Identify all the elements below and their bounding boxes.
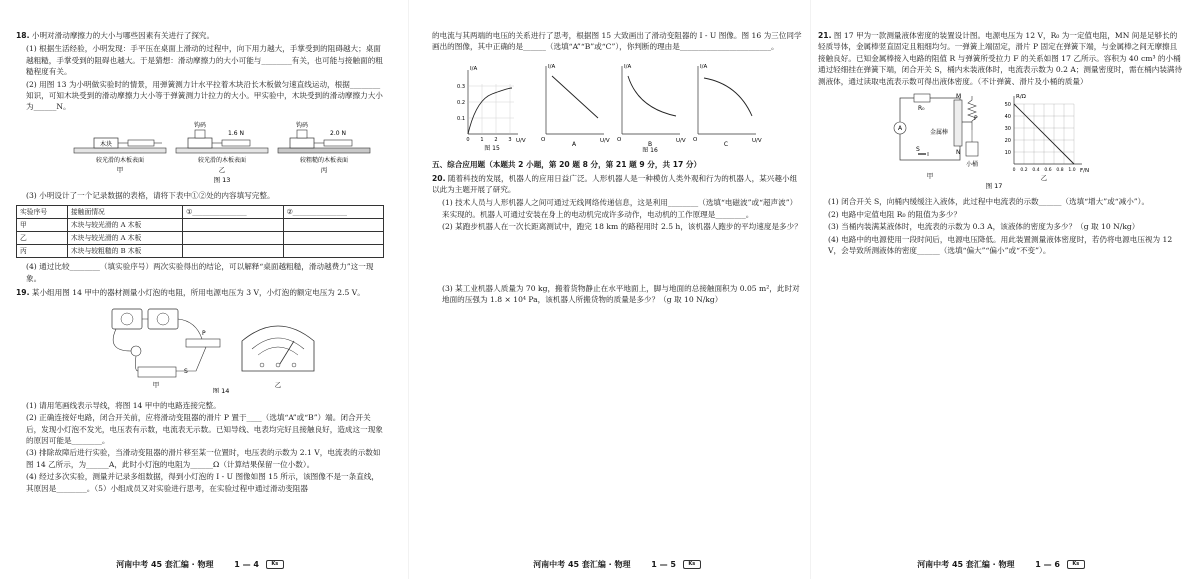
tick-label: 0 bbox=[466, 136, 470, 143]
block-label: 木块 bbox=[99, 140, 113, 148]
tick-label: 0.1 bbox=[457, 115, 465, 122]
bulb-icon bbox=[131, 346, 141, 356]
table-header: 接触面情况 bbox=[67, 205, 182, 218]
table-cell: 甲 bbox=[17, 218, 68, 231]
density-meter-diagram bbox=[818, 90, 1184, 190]
ammeter-label: A bbox=[897, 124, 903, 132]
panel-surface-label: 较光滑的木板表面 bbox=[197, 156, 247, 164]
table-row bbox=[17, 218, 384, 231]
iu-graphs bbox=[432, 56, 802, 152]
figure-14 bbox=[16, 301, 384, 396]
page-footer bbox=[818, 559, 1184, 571]
q21-part1: (1) 闭合开关 S，向桶内缓缓注入液体，此过程中电流表的示数______（选填“增大”或“减小”）。 bbox=[828, 197, 1150, 207]
rod-label: 金属棒 bbox=[930, 128, 949, 136]
question-21 bbox=[818, 30, 1184, 87]
figure-17 bbox=[818, 90, 1184, 193]
bucket-icon bbox=[966, 142, 978, 156]
tick-label: 0.3 bbox=[457, 83, 465, 90]
figure-13 bbox=[16, 116, 384, 187]
table-cell: 木块与较光滑的 A 木板 bbox=[67, 231, 182, 244]
rod-end-label: N bbox=[956, 148, 961, 156]
spring-icon bbox=[968, 96, 976, 130]
graph-r-vs-f bbox=[1005, 94, 1090, 182]
page-middle bbox=[432, 0, 802, 579]
table-cell[interactable] bbox=[283, 231, 383, 244]
q19-part4: (4) 经过多次实验，测量并记录多组数据，得到小灯泡的 I - U 图像如图 15 所示，该图像不是一条直线，其原因是________。（5）小组成员又对实验进行思考，在实验过程中通过滑动变阻器 bbox=[26, 472, 380, 493]
axis-label-u: U/V bbox=[600, 137, 610, 144]
q19-continuation: 的电流与其两端的电压的关系进行了思考，根据图 15 大致画出了滑动变阻器的 I - U 图像。图 16 为三位同学画出的图像，其中正确的是______（选填“A”“B”或“C”），你判断的理由是________________________。 bbox=[432, 31, 802, 52]
question-number: 18. bbox=[16, 31, 30, 40]
metal-rod-icon bbox=[954, 100, 962, 146]
figure-caption: 图 15 bbox=[484, 144, 500, 152]
page-divider bbox=[810, 0, 811, 579]
table-header: ②________________ bbox=[283, 205, 383, 218]
page-footer bbox=[16, 559, 384, 571]
table-header: ①________________ bbox=[183, 205, 283, 218]
panel-surface-label: 较光滑的木板表面 bbox=[95, 156, 145, 164]
figure-caption: 图 16 bbox=[642, 146, 658, 152]
resistor-r0-icon bbox=[914, 94, 930, 102]
switch-label-s: S bbox=[184, 368, 188, 376]
force-reading-yi: 1.6 N bbox=[228, 129, 244, 137]
figure-16-graph-a bbox=[541, 64, 610, 148]
origin-label: O bbox=[617, 136, 622, 143]
record-table bbox=[16, 205, 384, 259]
question-stem: 随着科技的发展，机器人的应用日益广泛。人形机器人是一种模仿人类外观和行为的机器人，某兴趣小组以此为主题开展了研究。 bbox=[432, 173, 798, 194]
tick-label: 1.0 bbox=[1068, 167, 1076, 173]
axis-label-u: U/V bbox=[516, 137, 526, 144]
figure-caption: 图 17 bbox=[985, 181, 1003, 190]
page-left bbox=[16, 0, 384, 579]
q21-part2: (2) 电路中定值电阻 R₀ 的阻值为多少？ bbox=[828, 209, 962, 219]
slider-label: P bbox=[974, 114, 978, 122]
rheostat-icon bbox=[186, 339, 220, 347]
tick-label: 3 bbox=[508, 136, 512, 143]
table-cell[interactable] bbox=[183, 245, 283, 258]
axis-label-u: U/V bbox=[752, 137, 762, 144]
figure-16-graph-b bbox=[617, 64, 686, 148]
q20-part3: (3) 某工业机器人质量为 70 kg，搬着货物静止在水平地面上，脚与地面的总接触面积为 0.05 m²，此时对地面的压强为 1.8 × 10⁴ Pa，该机器人所搬货物的质量是多少？（g 取 10 N/kg） bbox=[442, 283, 800, 304]
q19-part2: (2) 正确连接好电路，闭合开关前，应将滑动变阻器的滑片 P 置于____（选填“A”或“B”）端。闭合开关后，发现小灯泡不发光，电压表有示数，电流表无示数。已知导线、电表均完好且接触良好，造成这一现象的原因可能是________。 bbox=[26, 413, 383, 445]
origin-label: O bbox=[693, 136, 698, 143]
tick-label: 20 bbox=[1004, 137, 1011, 144]
section-heading: 五、综合应用题（本题共 2 小题，第 20 题 8 分，第 21 题 9 分，共 17 分） bbox=[432, 160, 702, 170]
figure-15-graph bbox=[457, 66, 526, 152]
table-header-row bbox=[17, 205, 384, 218]
force-reading-bing: 2.0 N bbox=[330, 129, 346, 137]
q21-part4: (4) 电路中的电源使用一段时间后，电源电压降低。用此装置测量液体密度时，若仍将电源电压视为 12 V，会导致所测液体的密度______（选填“偏大”“偏小”或“不变”）。 bbox=[828, 234, 1173, 255]
footer-page-number: 1 — 4 bbox=[234, 560, 259, 569]
table-cell[interactable] bbox=[183, 231, 283, 244]
table-cell: 木块与较粗糙的 B 木板 bbox=[67, 245, 182, 258]
q19-part3: (3) 排除故障后进行实验，当滑动变阻器的滑片移至某一位置时，电压表的示数为 2.1 V，电流表的示数如图 14 乙所示，为______A，此时小灯泡的电阻为______Ω（计算结果保留一位小数）。 bbox=[26, 448, 381, 469]
footer-page-number: 1 — 6 bbox=[1035, 560, 1060, 569]
question-19 bbox=[16, 287, 384, 298]
axis-label-u: U/V bbox=[676, 137, 686, 144]
option-label: A bbox=[571, 140, 577, 148]
bucket-label: 小桶 bbox=[965, 160, 979, 168]
tick-label: 0.4 bbox=[1032, 167, 1040, 173]
ammeter-icon bbox=[148, 309, 178, 329]
table-cell: 乙 bbox=[17, 231, 68, 244]
panel-label-jia: 甲 bbox=[926, 171, 934, 180]
tick-label: 0.6 bbox=[1044, 167, 1052, 173]
footer-title: 河南中考 45 套汇编 · 物理 bbox=[533, 560, 631, 569]
axis-label-i: I/A bbox=[624, 63, 632, 70]
table-row bbox=[17, 231, 384, 244]
rod-end-label: M bbox=[956, 92, 962, 100]
panel-label-yi: 乙 bbox=[218, 165, 226, 174]
panel-label-jia: 甲 bbox=[152, 381, 160, 390]
axis-label-r: R/Ω bbox=[1016, 93, 1026, 100]
panel-label-bing: 丙 bbox=[320, 165, 328, 174]
figures-15-16 bbox=[432, 56, 802, 155]
figure-16-graph-c bbox=[693, 64, 762, 148]
table-cell[interactable] bbox=[283, 245, 383, 258]
tick-label: 0.8 bbox=[1056, 167, 1064, 173]
tick-label: 0 bbox=[1012, 167, 1016, 173]
q18-part4: (4) 通过比较________（填实验序号）两次实验得出的结论，可以解释“桌面越粗糙，滑动越费力”这一现象。 bbox=[26, 262, 374, 283]
switch-label: S bbox=[916, 145, 920, 153]
weight-label: 钩码 bbox=[193, 121, 207, 129]
slider-label-p: P bbox=[202, 330, 206, 338]
publisher-logo-icon: Ks bbox=[266, 560, 284, 569]
question-number: 20. bbox=[432, 173, 446, 183]
page-footer bbox=[432, 559, 802, 571]
q20-part1: (1) 技术人员与人形机器人之间可通过无线网络传递信息，这是利用________（选填“电磁波”或“超声波”）来实现的。机器人可通过安装在身上的电动机完成许多动作，电动机的工作原理是________。 bbox=[442, 198, 798, 219]
origin-label: O bbox=[541, 136, 546, 143]
page-right bbox=[818, 0, 1184, 579]
question-number: 21. bbox=[818, 31, 832, 40]
q18-part3: (3) 小明设计了一个记录数据的表格，请将下表中①②处的内容填写完整。 bbox=[26, 191, 275, 201]
weight-label: 钩码 bbox=[295, 121, 309, 129]
tick-label: 2 bbox=[494, 136, 498, 143]
footer-title: 河南中考 45 套汇编 · 物理 bbox=[917, 560, 1015, 569]
resistor-label: R₀ bbox=[918, 104, 925, 112]
tick-label: 40 bbox=[1004, 113, 1011, 120]
battery-icon bbox=[138, 367, 176, 377]
question-number: 19. bbox=[16, 288, 30, 298]
axis-label-f: F/N bbox=[1080, 167, 1090, 174]
circuit-jia bbox=[894, 93, 978, 180]
tick-label: 10 bbox=[1004, 149, 1011, 156]
axis-label-i: I/A bbox=[470, 65, 478, 72]
tick-label: 0.2 bbox=[1020, 167, 1028, 173]
page-divider bbox=[408, 0, 409, 579]
question-stem: 某小组用图 14 甲中的器材测量小灯泡的电阻，所用电源电压为 3 V，小灯泡的额定电压为 2.5 V。 bbox=[31, 288, 365, 298]
panel-label-yi: 乙 bbox=[274, 381, 282, 390]
circuit-and-ammeter-diagram bbox=[16, 301, 384, 393]
friction-experiment-diagram bbox=[16, 116, 384, 184]
axis-label-i: I/A bbox=[548, 63, 556, 70]
tick-label: 1 bbox=[480, 136, 484, 143]
tick-label: 50 bbox=[1004, 101, 1011, 108]
voltmeter-icon bbox=[112, 309, 142, 329]
q18-part1: (1) 根据生活经验，小明发现：手平压在桌面上滑动的过程中，向下用力越大，手掌受到的阻碍越大；桌面越粗糙，手掌受到的阻碍也越大。于是猜想：滑动摩擦力的大小可能与________有关，也可能与接触面的粗糙程度有关。 bbox=[26, 44, 383, 77]
table-cell[interactable] bbox=[183, 218, 283, 231]
axis-label-i: I/A bbox=[700, 63, 708, 70]
tick-label: 30 bbox=[1004, 125, 1011, 132]
panel-surface-label: 较粗糙的木板表面 bbox=[299, 156, 349, 164]
question-20 bbox=[432, 173, 802, 196]
q18-part2: (2) 用图 13 为小明做实验时的情景，用弹簧测力计水平拉着木块沿长木板做匀速直线运动，根据________知识，可知木块受到的滑动摩擦力大小等于弹簧测力计拉力的大小。甲实验中，木块受到的滑动摩擦力大小为______N。 bbox=[26, 79, 383, 112]
q19-part1: (1) 请用笔画线表示导线，将图 14 甲中的电路连接完整。 bbox=[26, 400, 221, 410]
table-cell: 木块与较光滑的 A 木板 bbox=[67, 218, 182, 231]
panel-label-jia: 甲 bbox=[116, 165, 124, 174]
figure-caption: 图 13 bbox=[213, 175, 231, 184]
publisher-logo-icon: Ks bbox=[1067, 560, 1085, 569]
option-label: B bbox=[647, 140, 653, 148]
tick-label: 0.2 bbox=[457, 99, 465, 106]
table-cell[interactable] bbox=[283, 218, 383, 231]
question-stem: 小明对滑动摩擦力的大小与哪些因素有关进行了探究。 bbox=[31, 31, 215, 40]
table-cell: 丙 bbox=[17, 245, 68, 258]
question-18 bbox=[16, 30, 384, 41]
publisher-logo-icon: Ks bbox=[683, 560, 701, 569]
option-label: C bbox=[723, 140, 729, 148]
figure-caption: 图 14 bbox=[212, 387, 230, 394]
table-row bbox=[17, 245, 384, 258]
table-header: 实验序号 bbox=[17, 205, 68, 218]
panel-label-yi: 乙 bbox=[1040, 173, 1048, 182]
q21-part3: (3) 当桶内装满某液体时，电流表的示数为 0.3 A，该液体的密度为多少？（g 取 10 N/kg） bbox=[828, 222, 1140, 232]
footer-title: 河南中考 45 套汇编 · 物理 bbox=[116, 560, 214, 569]
q20-part2: (2) 某跑步机器人在一次长距离测试中，跑完 18 km 的路程用时 2.5 h，该机器人跑步的平均速度是多少？ bbox=[442, 222, 802, 232]
question-stem: 图 17 甲为一款测量液体密度的装置设计图。电源电压为 12 V，R₀ 为一定值电阻，MN 间是足够长的轻质导体，金属棒竖直固定且粗细均匀。一弹簧上端固定，滑片 P 固定在弹簧下端，与金属棒之间无摩擦且接触良好。已知金属棒接入电路的阻值 R 与弹簧所受拉力 F 的关系如图 17 乙所示。容积为 40 cm³ 的小桶通过轻细挂在弹簧下端，闭合开关 S，桶内未装液体时，电流表示数为 0.2 A；测量密度时，需在桶内装满待测液体，通过读取电流表示数可得出液体密度。（不计弹簧、滑片及小桶的质量） bbox=[818, 31, 1183, 86]
footer-page-number: 1 — 5 bbox=[651, 560, 676, 569]
